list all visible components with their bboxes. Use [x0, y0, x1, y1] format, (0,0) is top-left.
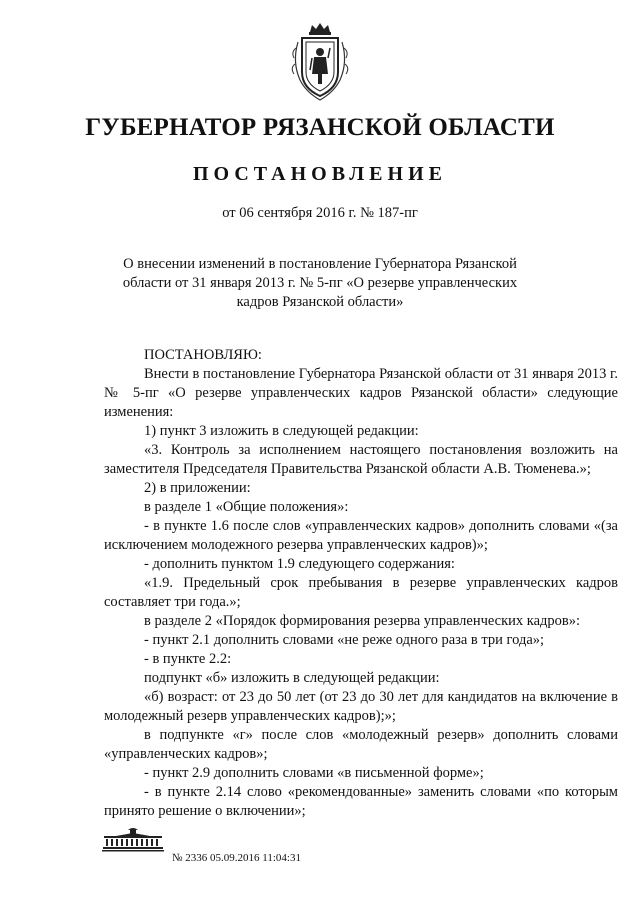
body-paragraph: в подпункте «г» после слов «молодежный резерв» дополнить словами «управленческих кадров»;	[104, 727, 618, 762]
decree-keyword: ПОСТАНОВЛЯЮ:	[144, 347, 262, 363]
body-paragraph: подпункт «б» изложить в следующей редакции:	[144, 670, 440, 686]
body-paragraph: «3. Контроль за исполнением настоящего постановления возложить на заместителя Председателя Правительства Рязанской области А.В. Тюменева.»;	[104, 442, 618, 477]
body-paragraph: в разделе 2 «Порядок формирования резерва управленческих кадров»:	[144, 613, 581, 629]
body-paragraph: - в пункте 2.14 слово «рекомендованные» заменить словами «по которым принято решение о включении»;	[104, 784, 618, 819]
body-paragraph: в разделе 1 «Общие положения»:	[144, 499, 349, 515]
body-paragraph: «б) возраст: от 23 до 50 лет (от 23 до 30 лет для кандидатов на включение в молодежный резерв управленческих кадров);»;	[104, 689, 618, 724]
body-paragraph: 2) в приложении:	[144, 480, 251, 496]
authority-title: ГУБЕРНАТОР РЯЗАНСКОЙ ОБЛАСТИ	[85, 114, 555, 141]
body-paragraph: - пункт 2.1 дополнить словами «не реже одного раза в три года»;	[144, 632, 545, 648]
body-paragraph: - пункт 2.9 дополнить словами «в письменной форме»;	[144, 765, 484, 781]
body-paragraph: «1.9. Предельный срок пребывания в резерве управленческих кадров составляет три года.»;	[104, 575, 618, 610]
document-date-number: от 06 сентября 2016 г. № 187-пг	[222, 205, 418, 221]
body-paragraph: - в пункте 1.6 после слов «управленческих кадров» дополнить словами «(за исключением молодежного резерва управленческих кадров)»;	[104, 518, 618, 553]
registration-stamp: № 2336 05.09.2016 11:04:31	[172, 852, 301, 864]
body-paragraph: Внести в постановление Губернатора Рязанской области от 31 января 2013 г. № 5-пг «О резерве управленческих кадров Рязанской области» следующие изменения:	[104, 366, 618, 420]
body-paragraph: - в пункте 2.2:	[144, 651, 232, 667]
body-paragraph: 1) пункт 3 изложить в следующей редакции:	[144, 423, 419, 439]
body-paragraph: - дополнить пунктом 1.9 следующего содержания:	[144, 556, 455, 572]
coat-of-arms-icon	[288, 22, 352, 102]
government-building-icon	[102, 826, 164, 852]
document-subject: О внесении изменений в постановление Губернатора Рязанской области от 31 января 2013 г. № 5-пг «О резерве управленческих кадров Рязанской области»	[122, 256, 518, 310]
document-type: ПОСТАНОВЛЕНИЕ	[193, 163, 447, 185]
document-body	[104, 346, 618, 821]
